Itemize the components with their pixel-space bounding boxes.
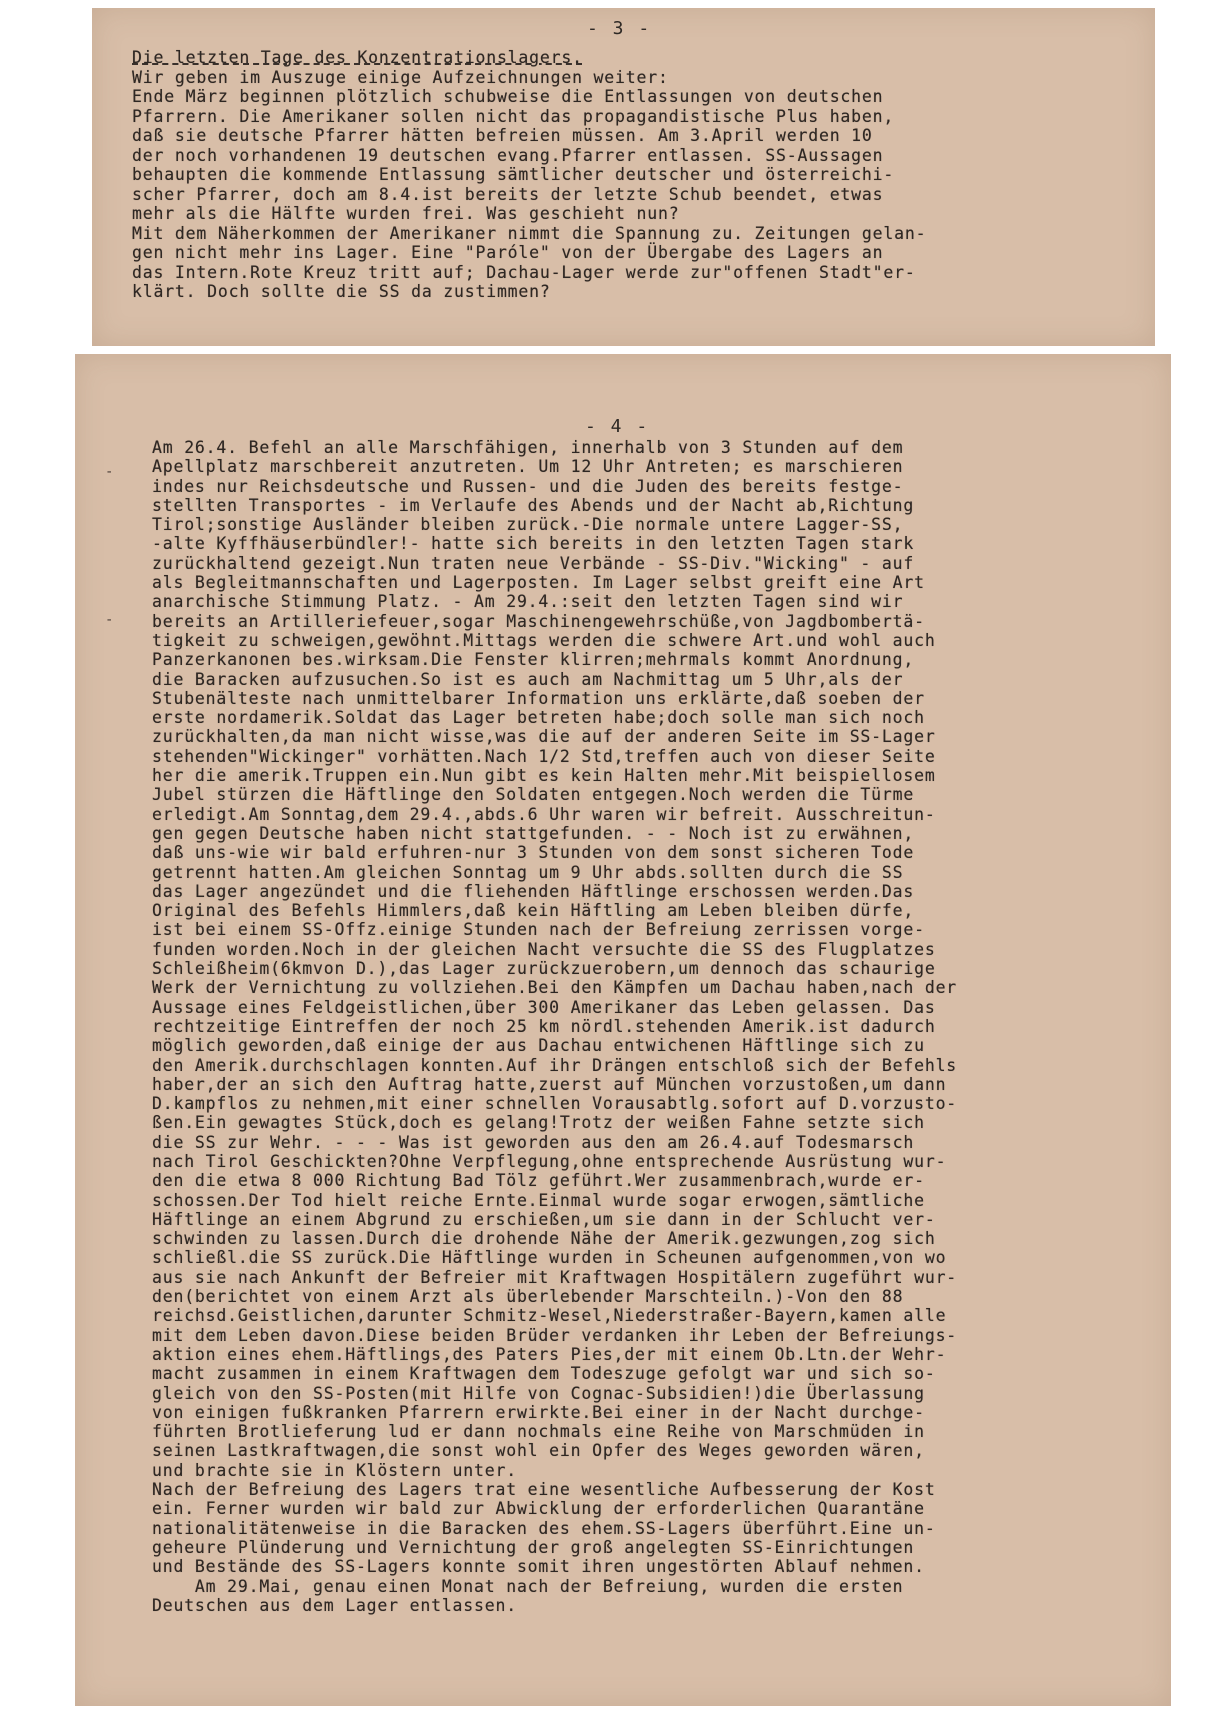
text-line: Nach der Befreiung des Lagers trat eine wesentliche Aufbesserung der Kost xyxy=(152,1480,936,1500)
text-line: die SS zur Wehr. - - - Was ist geworden aus den am 26.4.auf Todesmarsch xyxy=(152,1132,915,1152)
text-line: ist bei einem SS-Offz.einige Stunden nach der Befreiung zerrissen vorge- xyxy=(152,920,925,940)
margin-mark: - xyxy=(105,464,114,480)
text-line: macht zusammen in einem Kraftwagen dem Todeszuge gefolgt war und sich so- xyxy=(152,1364,936,1384)
end-rule: Deutschen aus dem Lager entlassen. xyxy=(152,1595,517,1615)
text-block xyxy=(132,50,926,304)
text-line: reichsd.Geistlichen,darunter Schmitz-Wesel,Niederstraßer-Bayern,kamen alle xyxy=(152,1306,947,1326)
text-line: den Amerik.durchschlagen konnten.Auf ihr Drängen entschloß sich der Befehls xyxy=(152,1055,958,1075)
text-line: Häftlinge an einem Abgrund zu erschießen,um sie dann in der Schlucht ver- xyxy=(152,1209,936,1229)
text-line: gen nicht mehr ins Lager. Eine "Paróle" von der Übergabe des Lagers an xyxy=(132,243,884,262)
text-line: Mit dem Näherkommen der Amerikaner nimmt die Spannung zu. Zeitungen gelan- xyxy=(132,223,927,243)
text-line: Tirol;sonstige Ausländer bleiben zurück.-Die normale untere Lagger-SS, xyxy=(152,515,904,535)
text-line: D.kampflos zu nehmen,mit einer schnellen Vorausabtlg.sofort auf D.vorzusto- xyxy=(152,1094,958,1114)
text-line: zurückhaltend gezeigt.Nun traten neue Verbände - SS-Div."Wicking" - auf xyxy=(152,553,915,573)
text-line: funden worden.Noch in der gleichen Nacht versuchte die SS des Flugplatzes xyxy=(152,939,936,959)
page-3 xyxy=(92,8,1155,346)
text-line: Stubenälteste nach unmittelbarer Information uns erklärte,daß soeben der xyxy=(152,688,925,708)
text-line: möglich geworden,daß einige der aus Dachau entwichenen Häftlinge sich zu xyxy=(152,1036,925,1056)
text-line: schwinden zu lassen.Durch die drohende Nähe der Amerik.gezwungen,zog sich xyxy=(152,1229,936,1249)
text-line: Pfarrern. Die Amerikaner sollen nicht das propagandistische Plus haben, xyxy=(132,106,895,126)
text-line: Werk der Vernichtung zu vollziehen.Bei den Kämpfen um Dachau haben,nach der xyxy=(152,978,958,998)
text-line: das Lager angezündet und die fliehenden Häftlinge erschossen werden.Das xyxy=(152,881,915,901)
text-line: haber,der an sich den Auftrag hatte,zuerst auf München vorzustoßen,um dann xyxy=(152,1074,947,1094)
text-line: das Intern.Rote Kreuz tritt auf; Dachau-Lager werde zur"offenen Stadt"er- xyxy=(132,262,916,282)
text-line: ein. Ferner wurden wir bald zur Abwicklung der erforderlichen Quarantäne xyxy=(152,1499,925,1519)
heading: Die letzten Tage des Konzentrationslagers. xyxy=(132,48,583,67)
text-line: und brachte sie in Klöstern unter. xyxy=(152,1460,517,1480)
text-line: klärt. Doch sollte die SS da zustimmen? xyxy=(132,282,551,301)
text-line: nationalitätenweise in die Baracken des ehem.SS-Lagers überführt.Eine un- xyxy=(152,1518,936,1538)
page-4 xyxy=(75,354,1171,1706)
text-line: scher Pfarrer, doch am 8.4.ist bereits der letzte Schub beendet, etwas xyxy=(132,184,884,204)
text-line: ßen.Ein gewagtes Stück,doch es gelang!Trotz der weißen Fahne setzte sich xyxy=(152,1113,925,1133)
text-line: den die etwa 8 000 Richtung Bad Tölz geführt.Wer zusammenbrach,wurde er- xyxy=(152,1171,925,1191)
text-line: behaupten die kommende Entlassung sämtlicher deutscher und österreichi- xyxy=(132,165,895,184)
text-line: aktion eines ehem.Häftlings,des Paters Pies,der mit einem Ob.Ltn.der Wehr- xyxy=(152,1344,947,1364)
margin-mark: - xyxy=(105,612,114,628)
text-line: mehr als die Hälfte wurden frei. Was geschieht nun? xyxy=(132,204,680,223)
text-line: stellten Transportes - im Verlaufe des Abends und der Nacht ab,Richtung xyxy=(152,495,915,515)
text-line: Am 29.Mai, genau einen Monat nach der Befreiung, wurden die ersten xyxy=(152,1576,904,1596)
text-line: mit dem Leben davon.Diese beiden Brüder verdanken ihr Leben der Befreiungs- xyxy=(152,1325,958,1345)
text-line: der noch vorhandenen 19 deutschen evang.Pfarrer entlassen. SS-Aussagen xyxy=(132,145,884,165)
text-line: Jubel stürzen die Häftlinge den Soldaten entgegen.Noch werden die Türme xyxy=(152,785,915,805)
text-line: die Baracken aufzusuchen.So ist es auch am Nachmittag um 5 Uhr,als der xyxy=(152,669,904,689)
text-line: rechtzeitige Eintreffen der noch 25 km nördl.stehenden Amerik.ist dadurch xyxy=(152,1016,936,1036)
text-line: Schleißheim(6kmvon D.),das Lager zurückzuerobern,um dennoch das schaurige xyxy=(152,959,936,979)
text-line: bereits an Artilleriefeuer,sogar Maschinengewehrschüße,von Jagdbombertä- xyxy=(152,611,925,631)
text-line: tigkeit zu schweigen,gewöhnt.Mittags werden die schwere Art.und wohl auch xyxy=(152,630,936,650)
text-line: -alte Kyffhäuserbündler!- hatte sich bereits in den letzten Tagen stark xyxy=(152,534,915,554)
text-line: erste nordamerik.Soldat das Lager betreten habe;doch solle man sich noch xyxy=(152,708,925,728)
text-line: nach Tirol Geschickten?Ohne Verpflegung,ohne entsprechende Ausrüstung wur- xyxy=(152,1151,947,1171)
text-line: Am 26.4. Befehl an alle Marschfähigen, innerhalb von 3 Stunden auf dem xyxy=(152,438,904,457)
text-line: und Bestände des SS-Lagers konnte somit ihren ungestörten Ablauf nehmen. xyxy=(152,1557,925,1577)
page-number: - 4 - xyxy=(585,416,650,437)
text-line: daß sie deutsche Pfarrer hätten befreien müssen. Am 3.April werden 10 xyxy=(132,126,873,145)
text-line: Aussage eines Feldgeistlichen,über 300 Amerikaner das Leben gelassen. Das xyxy=(152,997,936,1017)
text-line: zurückhalten,da man nicht wisse,was die auf der anderen Seite im SS-Lager xyxy=(152,727,936,747)
text-line: daß uns-wie wir bald erfuhren-nur 3 Stunden von dem sonst sicheren Tode xyxy=(152,843,915,863)
text-line: Wir geben im Auszuge einige Aufzeichnungen weiter: xyxy=(132,67,669,87)
text-line: Original des Befehls Himmlers,daß kein Häftling am Leben bleiben dürfe, xyxy=(152,901,915,921)
text-line: indes nur Reichsdeutsche und Russen- und die Juden des bereits festge- xyxy=(152,476,904,496)
text-line: aus sie nach Ankunft der Befreier mit Kraftwagen Hospitälern zugeführt wur- xyxy=(152,1267,958,1287)
text-line: von einigen fußkranken Pfarrern erwirkte.Bei einer in der Nacht durchge- xyxy=(152,1402,925,1422)
text-line: schließl.die SS zurück.Die Häftlinge wurden in Scheunen aufgenommen,von wo xyxy=(152,1248,947,1268)
text-line: erledigt.Am Sonntag,dem 29.4.,abds.6 Uhr waren wir befreit. Ausschreitun- xyxy=(152,804,936,824)
text-line: getrennt hatten.Am gleichen Sonntag um 9 Uhr abds.sollten durch die SS xyxy=(152,862,904,882)
text-line: gleich von den SS-Posten(mit Hilfe von Cognac-Subsidien!)die Überlassung xyxy=(152,1383,925,1403)
text-line: schossen.Der Tod hielt reiche Ernte.Einmal wurde sogar erwogen,sämtliche xyxy=(152,1190,925,1210)
page-number: - 3 - xyxy=(587,18,652,39)
text-line: her die amerik.Truppen ein.Nun gibt es kein Halten mehr.Mit beispiellosem xyxy=(152,766,936,786)
text-line: als Begleitmannschaften und Lagerposten. Im Lager selbst greift eine Art xyxy=(152,573,925,593)
text-line: den(berichtet von einem Arzt als überlebender Marschteiln.)-Von den 88 xyxy=(152,1287,904,1307)
text-line: Panzerkanonen bes.wirksam.Die Fenster klirren;mehrmals kommt Anordnung, xyxy=(152,650,915,670)
text-line: stehenden"Wickinger" vorhätten.Nach 1/2 Std,treffen auch von dieser Seite xyxy=(152,746,936,766)
text-line: geheure Plünderung und Vernichtung der groß angelegten SS-Einrichtungen xyxy=(152,1537,915,1557)
text-block xyxy=(152,440,957,1617)
text-line: führten Brotlieferung lud er dann nochmals eine Reihe von Marschmüden in xyxy=(152,1422,925,1442)
text-line: Apellplatz marschbereit anzutreten. Um 12 Uhr Antreten; es marschieren xyxy=(152,457,904,477)
text-line: seinen Lastkraftwagen,die sonst wohl ein Opfer des Weges geworden wären, xyxy=(152,1441,925,1461)
text-line: anarchische Stimmung Platz. - Am 29.4.:seit den letzten Tagen sind wir xyxy=(152,592,904,612)
text-line: Ende März beginnen plötzlich schubweise die Entlassungen von deutschen xyxy=(132,87,884,106)
text-line: gen gegen Deutsche haben nicht stattgefunden. - - Noch ist zu erwähnen, xyxy=(152,823,915,843)
